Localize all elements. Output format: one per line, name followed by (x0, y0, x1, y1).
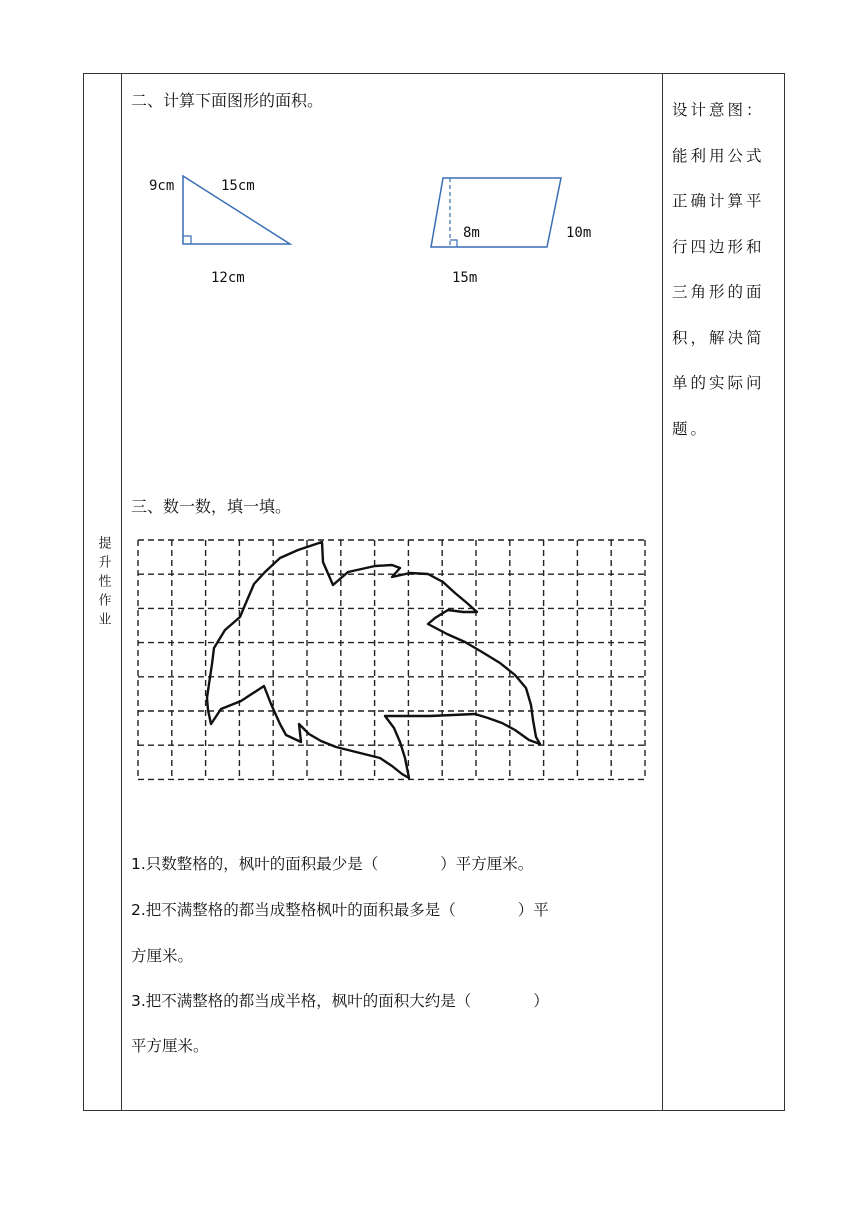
column-divider-left (121, 73, 122, 1111)
maple-leaf-grid (130, 530, 650, 790)
parallelogram-base-label: 15m (452, 270, 478, 286)
question-2-line1: 2.把不满整格的都当成整格枫叶的面积最多是（ ）平 (131, 901, 549, 919)
height-right-angle-mark (450, 240, 457, 247)
triangle-hypotenuse-label: 15cm (221, 178, 255, 194)
parallelogram-side-label: 10m (566, 225, 592, 241)
question-3-line2: 平方厘米。 (131, 1037, 209, 1055)
question-3-line1: 3.把不满整格的都当成半格，枫叶的面积大约是（ ） (131, 992, 549, 1010)
section3-heading: 三、数一数，填一填。 (131, 497, 292, 516)
question-1: 1.只数整格的，枫叶的面积最少是（ ）平方厘米。 (131, 855, 534, 873)
side-label (86, 536, 120, 631)
side-label-text: 提升性作业 (95, 536, 111, 631)
question-2-line2: 方厘米。 (131, 947, 194, 965)
right-angle-mark (183, 236, 191, 244)
column-divider-right (662, 73, 663, 1111)
design-intent: 设计意图：能利用公式正确计算平行四边形和三角形的面积，解决简单的实际问题。 (672, 101, 765, 438)
triangle-base-label: 12cm (211, 270, 245, 286)
section2-heading: 二、计算下面图形的面积。 (131, 91, 324, 110)
parallelogram-figure (425, 170, 575, 250)
triangle-side-label: 9cm (149, 178, 175, 194)
maple-leaf-outline (207, 542, 540, 778)
parallelogram-height-label: 8m (463, 225, 480, 241)
